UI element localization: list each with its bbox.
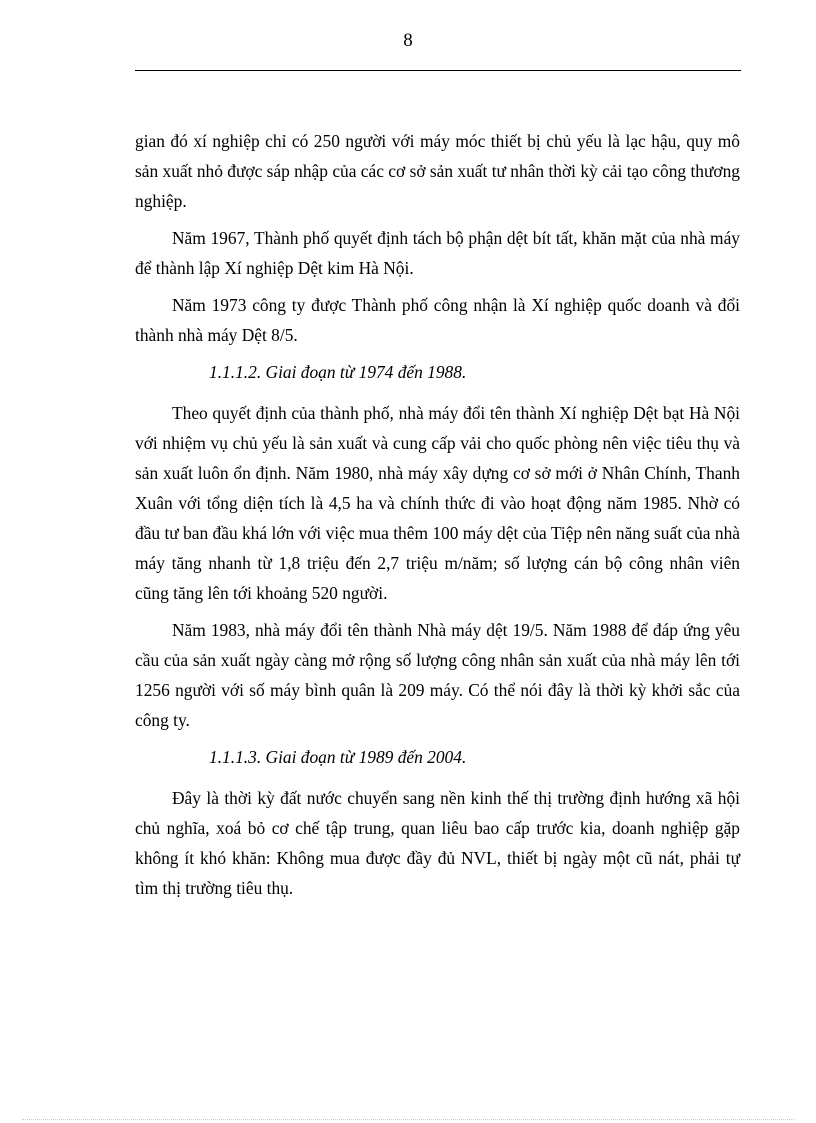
header-divider — [135, 70, 741, 71]
paragraph-1983: Năm 1983, nhà máy đổi tên thành Nhà máy dệt 19/5. Năm 1988 để đáp ứng yêu cầu của sản xuất ngày càng mở rộng số lượng công nhân sản xuất của nhà máy lên tới 1256 người với số máy bình quân là 209 máy. Có thể nói đây là thời kỳ khởi sắc của công ty. — [135, 620, 740, 730]
section-heading-1974-1988: 1.1.1.2. Giai đoạn từ 1974 đến 1988. — [209, 362, 467, 382]
paragraph-market-economy: Đây là thời kỳ đất nước chuyển sang nền kinh thế thị trường định hướng xã hội chủ nghĩa, xoá bỏ cơ chế tập trung, quan liêu bao cấp trước kia, doanh nghiệp gặp không ít khó khăn: Không mua được đầy đủ NVL, thiết bị ngày một cũ nát, phải tự tìm thị trường tiêu thụ. — [135, 788, 740, 898]
paragraph-1973: Năm 1973 công ty được Thành phố công nhận là Xí nghiệp quốc doanh và đổi thành nhà máy Dệt 8/5. — [135, 295, 740, 345]
section-heading-1989-2004: 1.1.1.3. Giai đoạn từ 1989 đến 2004. — [209, 747, 467, 767]
paragraph-1967: Năm 1967, Thành phố quyết định tách bộ phận dệt bít tất, khăn mặt của nhà máy để thành lập Xí nghiệp Dệt kim Hà Nội. — [135, 228, 740, 278]
page-bottom-border — [22, 1119, 794, 1120]
paragraph-continued: gian đó xí nghiệp chỉ có 250 người với máy móc thiết bị chủ yếu là lạc hậu, quy mô sản xuất nhỏ được sáp nhập của các cơ sở sản xuất tư nhân thời kỳ cải tạo công thương nghiệp. — [135, 131, 740, 211]
document-body — [135, 126, 740, 910]
page-number: 8 — [403, 30, 413, 51]
paragraph-det-bat: Theo quyết định của thành phố, nhà máy đổi tên thành Xí nghiệp Dệt bạt Hà Nội với nhiệm vụ chủ yếu là sản xuất và cung cấp vải cho quốc phòng nên việc tiêu thụ và sản xuất luôn ổn định. Năm 1980, nhà máy xây dựng cơ sở mới ở Nhân Chính, Thanh Xuân với tổng diện tích là 4,5 ha và chính thức đi vào hoạt động năm 1985. Nhờ có đầu tư ban đầu khá lớn với việc mua thêm 100 máy dệt của Tiệp nên năng suất của nhà máy tăng nhanh từ 1,8 triệu đến 2,7 triệu m/năm; số lượng cán bộ công nhân viên cũng tăng lên tới khoảng 520 người. — [135, 403, 740, 603]
